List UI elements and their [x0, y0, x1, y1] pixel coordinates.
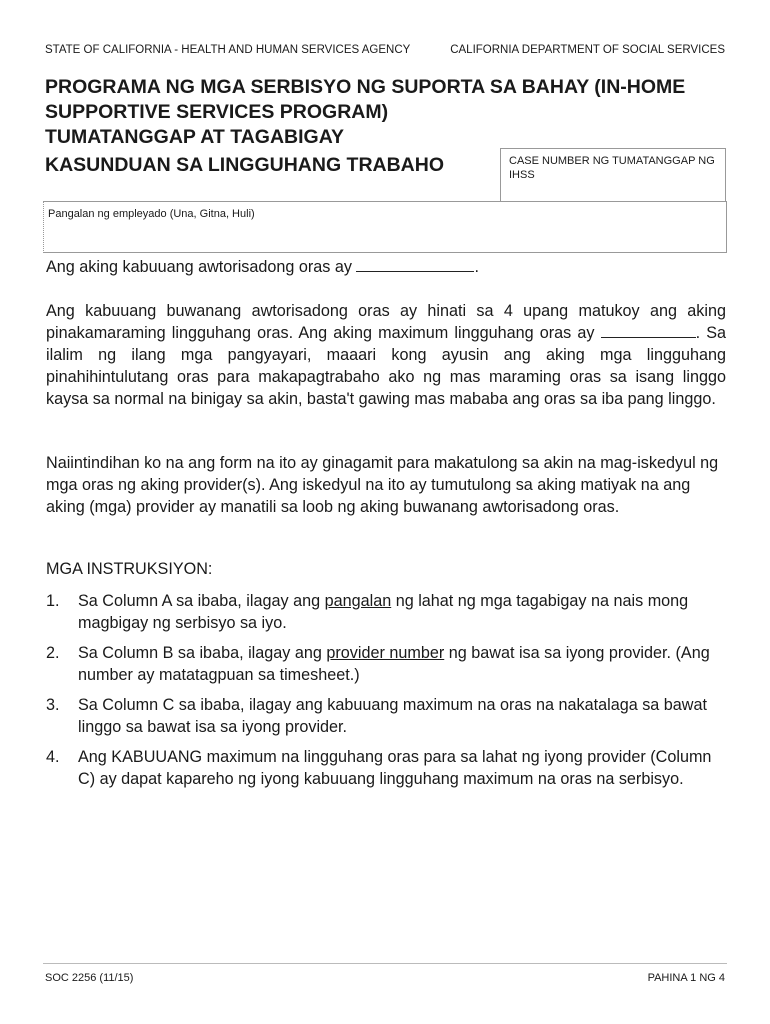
- authorized-hours-period: .: [474, 258, 479, 276]
- footer-divider: [43, 963, 727, 964]
- employee-name-field[interactable]: [43, 201, 727, 253]
- instructions-list: [46, 590, 731, 798]
- instruction-item: [46, 642, 731, 686]
- form-title: [45, 75, 735, 150]
- weekly-hours-text-2: . Sa ilalim ng ilang mga pangyayari, maaari kong ayusin ang aking mga lingguhang pinahihintulutang oras para makapagtrabaho ako ng mas maraming oras sa isang linggo kaysa sa normal na binigay sa akin, basta't gawing mas mababa ang oras sa iba pang linggo.: [46, 324, 727, 408]
- instructions-heading: MGA INSTRUKSIYON:: [46, 560, 213, 578]
- title-line-4: KASUNDUAN SA LINGGUHANG TRABAHO: [45, 154, 445, 176]
- title-line-1: PROGRAMA NG MGA SERBISYO NG SUPORTA SA BAHAY (IN-HOME: [45, 76, 686, 98]
- form-number: SOC 2256 (11/15): [45, 972, 134, 984]
- instruction-number: 4.: [46, 748, 60, 766]
- instruction-item: [46, 590, 731, 634]
- weekly-max-hours-blank[interactable]: [601, 323, 696, 338]
- instruction-text: Sa Column B sa ibaba, ilagay ang provider number ng bawat isa sa iyong provider. (Ang number ay matatagpuan sa timesheet.): [78, 644, 710, 684]
- agency-header: STATE OF CALIFORNIA - HEALTH AND HUMAN SERVICES AGENCY: [45, 44, 411, 56]
- instruction-number: 1.: [46, 592, 60, 610]
- weekly-hours-paragraph: [46, 300, 726, 410]
- authorized-hours-paragraph: [46, 256, 726, 278]
- authorized-hours-blank[interactable]: [356, 257, 474, 272]
- instruction-number: 3.: [46, 696, 60, 714]
- instruction-number: 2.: [46, 644, 60, 662]
- authorized-hours-text: Ang aking kabuuang awtorisadong oras ay: [46, 258, 352, 276]
- case-number-field[interactable]: [500, 148, 726, 201]
- page-number: PAHINA 1 NG 4: [647, 972, 725, 984]
- instruction-text: Sa Column C sa ibaba, ilagay ang kabuuang maximum na oras na nakatalaga sa bawat linggo sa bawat isa sa iyong provider.: [78, 696, 707, 736]
- department-header: CALIFORNIA DEPARTMENT OF SOCIAL SERVICES: [450, 44, 725, 56]
- case-number-label: CASE NUMBER NG TUMATANGGAP NG IHSS: [509, 155, 715, 181]
- understanding-paragraph: Naiintindihan ko na ang form na ito ay ginagamit para makatulong sa akin na mag-iskedyul ng mga oras ng aking provider(s). Ang iskedyul na ito ay tumutulong sa aking matiyak na ang aking (mga) provider ay manatili sa loob ng aking buwanang awtorisadong oras.: [46, 454, 719, 516]
- title-line-3: TUMATANGGAP AT TAGABIGAY: [45, 126, 344, 148]
- instruction-item: [46, 694, 731, 738]
- instruction-text: Ang KABUUANG maximum na lingguhang oras para sa lahat ng iyong provider (Column C) ay dapat kapareho ng iyong kabuuang lingguhang maximum na oras na serbisyo.: [78, 748, 712, 788]
- title-line-2: SUPPORTIVE SERVICES PROGRAM): [45, 101, 389, 123]
- instruction-item: [46, 746, 731, 790]
- employee-name-label: Pangalan ng empleyado (Una, Gitna, Huli): [48, 208, 255, 220]
- instruction-text: Sa Column A sa ibaba, ilagay ang pangalan ng lahat ng mga tagabigay na nais mong magbigay ng serbisyo sa iyo.: [78, 592, 689, 632]
- weekly-hours-text-1: Ang kabuuang buwanang awtorisadong oras ay hinati sa 4 upang matukoy ang aking pinakamaraming lingguhang oras. Ang aking maximum lingguhang oras ay: [46, 302, 726, 342]
